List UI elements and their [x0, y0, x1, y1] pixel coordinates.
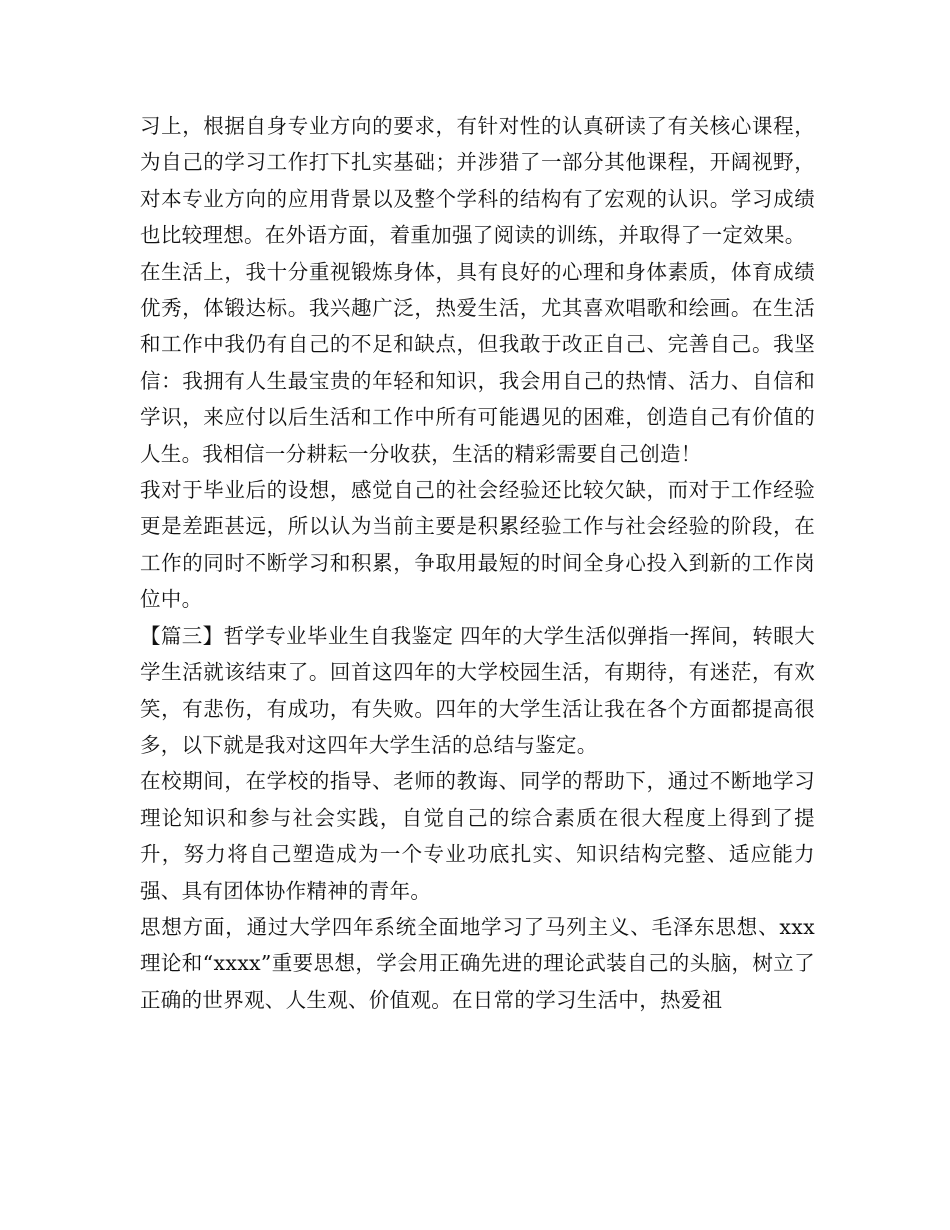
paragraph-section-three: 【篇三】哲学专业毕业生自我鉴定 四年的大学生活似弹指一挥间，转眼大学生活就该结束了。回首这四年的大学校园生活，有期待，有迷茫，有欢笑，有悲伤，有成功，有失败。四年的大学生活让我在各个方面都提高很多，以下就是我对这四年大学生活的总结与鉴定。	[140, 623, 815, 757]
paragraph-study: 习上，根据自身专业方向的要求，有针对性的认真研读了有关核心课程，为自己的学习工作打下扎实基础；并涉猎了一部分其他课程，开阔视野，对本专业方向的应用背景以及整个学科的结构有了宏观的认识。学习成绩也比较理想。在外语方面，着重加强了阅读的训练，并取得了一定效果。	[140, 114, 815, 248]
document-body	[140, 108, 815, 1018]
paragraph-campus: 在校期间，在学校的指导、老师的教诲、同学的帮助下，通过不断地学习理论知识和参与社会实践，自觉自己的综合素质在很大程度上得到了提升，努力将自己塑造成为一个专业功底扎实、知识结构完整、适应能力强、具有团体协作精神的青年。	[140, 769, 815, 903]
paragraph-future: 我对于毕业后的设想，感觉自己的社会经验还比较欠缺，而对于工作经验更是差距甚远，所以认为当前主要是积累经验工作与社会经验的阶段，在工作的同时不断学习和积累，争取用最短的时间全身心投入到新的工作岗位中。	[140, 478, 815, 612]
paragraph-life: 在生活上，我十分重视锻炼身体，具有良好的心理和身体素质，体育成绩优秀，体锻达标。我兴趣广泛，热爱生活，尤其喜欢唱歌和绘画。在生活和工作中我仍有自己的不足和缺点，但我敢于改正自己、完善自己。我坚信：我拥有人生最宝贵的年轻和知识，我会用自己的热情、活力、自信和学识，来应付以后生活和工作中所有可能遇见的困难，创造自己有价值的人生。我相信一分耕耘一分收获，生活的精彩需要自己创造！	[140, 259, 815, 466]
paragraph-ideology: 思想方面，通过大学四年系统全面地学习了马列主义、毛泽东思想、xxx 理论和“xxxx”重要思想，学会用正确先进的理论武装自己的头脑，树立了正确的世界观、人生观、价值观。在日常的学习生活中，热爱祖	[140, 914, 815, 1012]
